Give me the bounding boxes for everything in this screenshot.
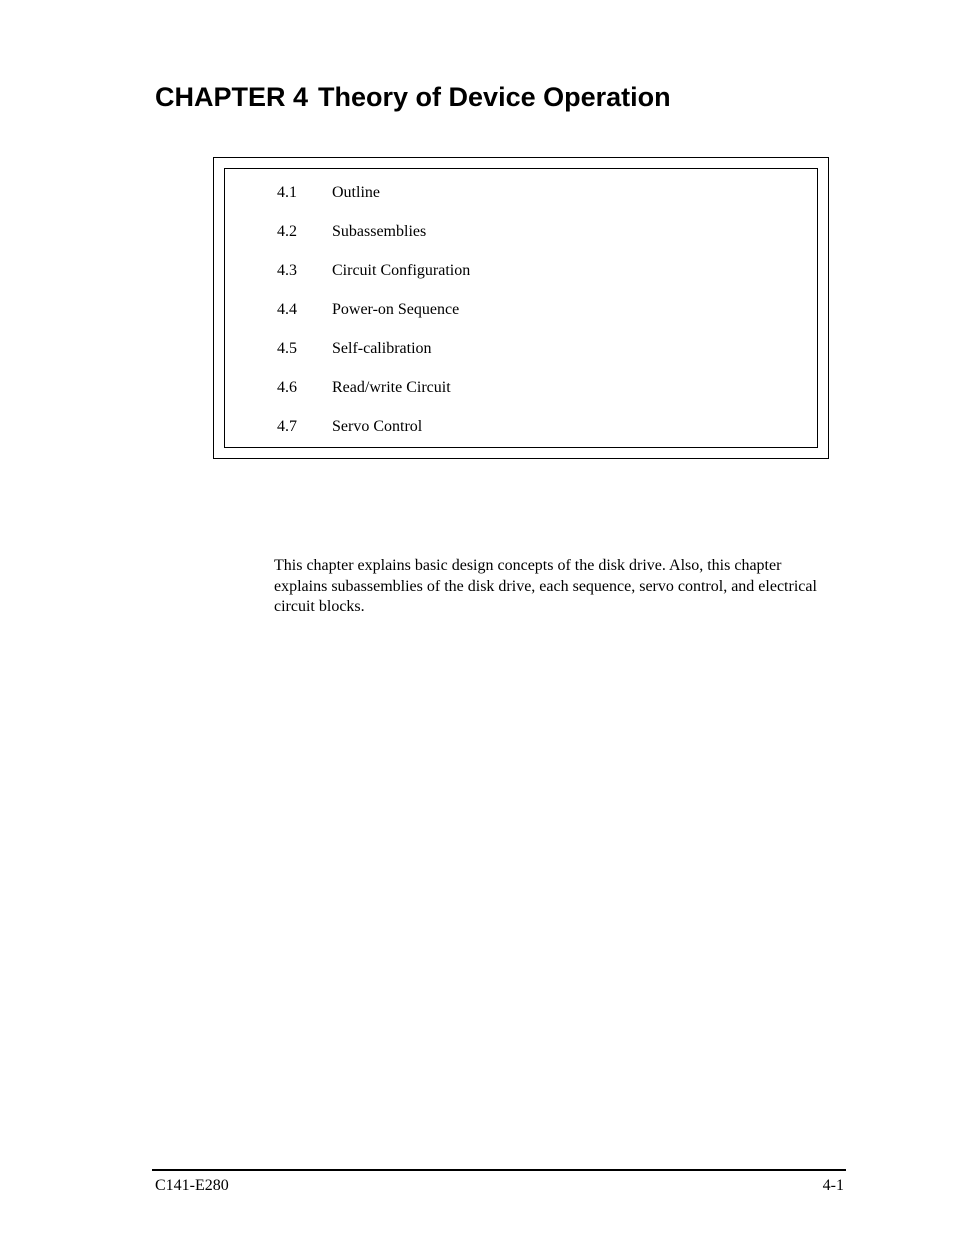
toc-item [277, 339, 470, 378]
chapter-heading [155, 80, 671, 114]
toc-item [277, 300, 470, 339]
toc-item-number: 4.7 [277, 418, 297, 435]
toc-item-title: Outline [332, 184, 380, 201]
table-of-contents-list [277, 183, 470, 456]
toc-item [277, 183, 470, 222]
toc-item-title: Subassemblies [332, 223, 427, 240]
table-of-contents-inner-frame [224, 168, 818, 448]
table-of-contents-box [213, 157, 829, 459]
toc-item-number: 4.6 [277, 379, 297, 396]
footer-page-number: 4-1 [822, 1177, 844, 1194]
toc-item [277, 261, 470, 300]
toc-item-title: Self-calibration [332, 340, 432, 357]
footer-divider [152, 1169, 846, 1171]
toc-item-number: 4.3 [277, 262, 297, 279]
toc-item [277, 378, 470, 417]
toc-item-title: Circuit Configuration [332, 262, 471, 279]
toc-item [277, 417, 470, 456]
toc-item-title: Power-on Sequence [332, 301, 460, 318]
chapter-title: Theory of Device Operation [318, 82, 671, 112]
toc-item-number: 4.4 [277, 301, 297, 318]
toc-item-title: Read/write Circuit [332, 379, 451, 396]
footer-document-id: C141-E280 [155, 1177, 229, 1194]
toc-item-number: 4.5 [277, 340, 297, 357]
intro-paragraph: This chapter explains basic design concepts of the disk drive. Also, this chapter explains subassemblies of the disk drive, each sequence, servo control, and electrical circuit blocks. [274, 557, 817, 615]
toc-item-title: Servo Control [332, 418, 423, 435]
toc-item-number: 4.1 [277, 184, 297, 201]
chapter-label: CHAPTER 4 [155, 82, 309, 112]
toc-item [277, 222, 470, 261]
toc-item-number: 4.2 [277, 223, 297, 240]
